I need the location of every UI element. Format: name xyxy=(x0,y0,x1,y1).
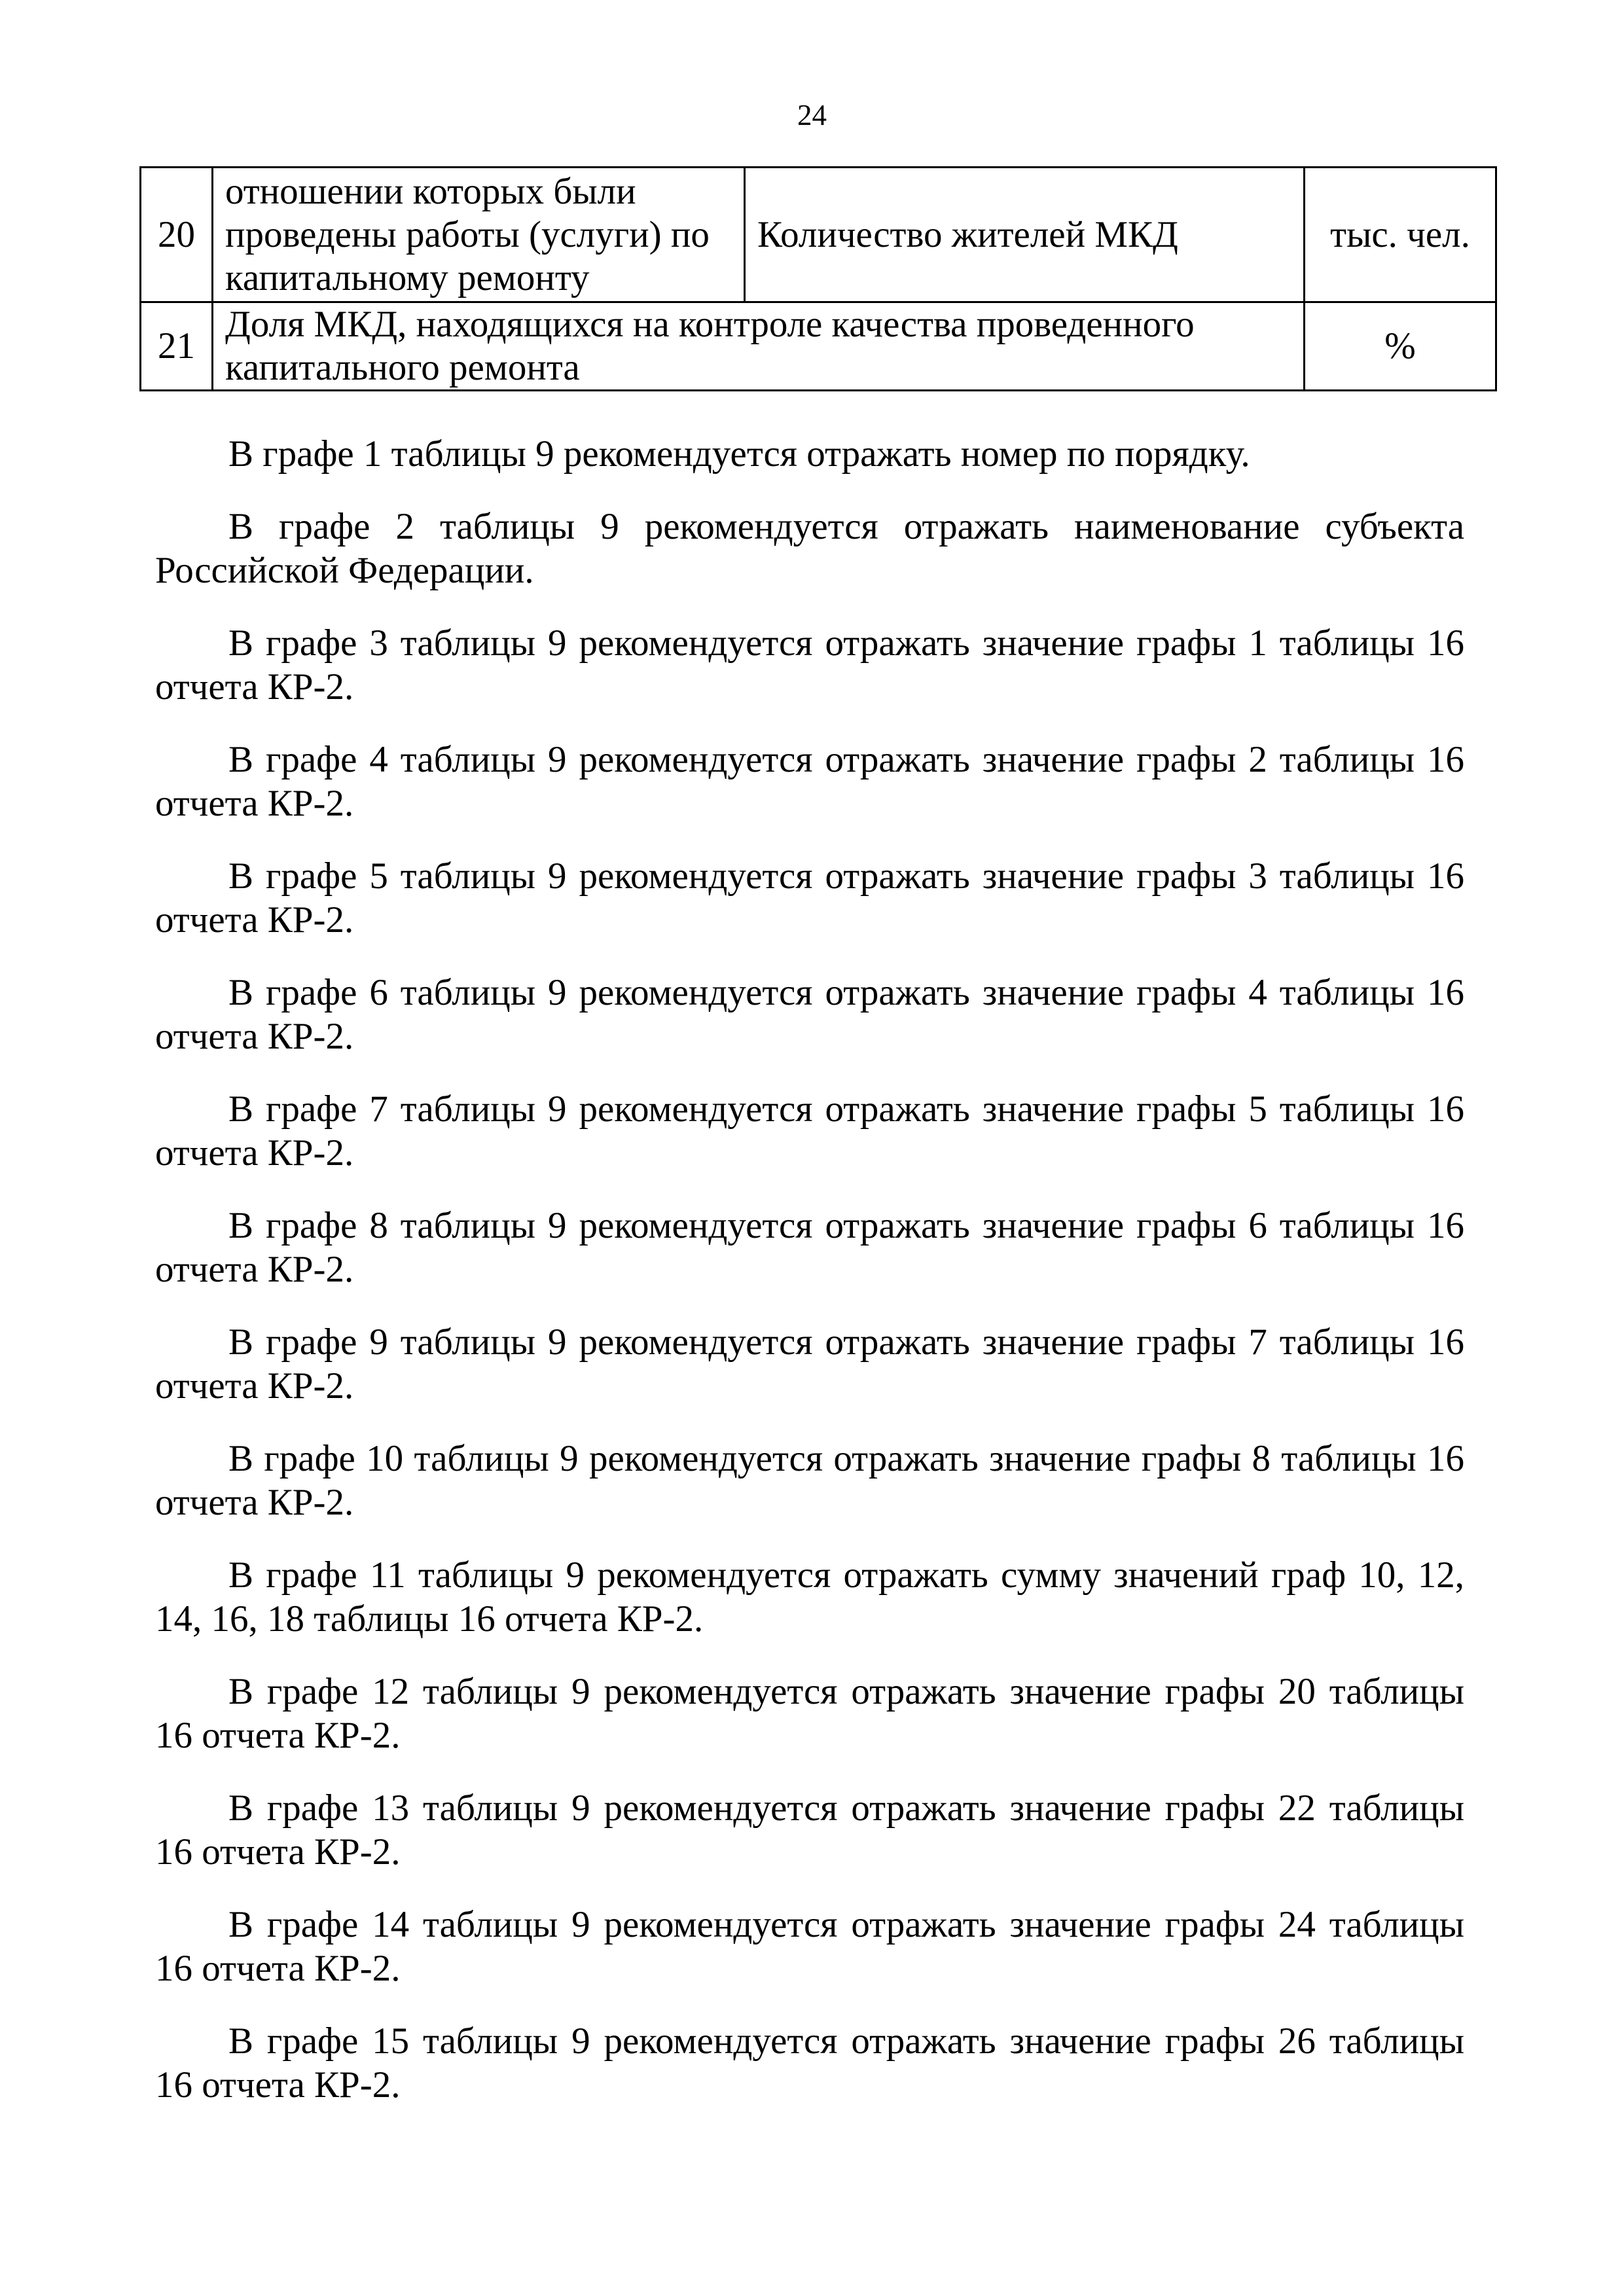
body-text xyxy=(155,432,1464,2136)
paragraph: В графе 12 таблицы 9 рекомендуется отражать значение графы 20 таблицы 16 отчета КР-2. xyxy=(155,1671,1464,1756)
table-row xyxy=(141,302,1496,391)
paragraph: В графе 13 таблицы 9 рекомендуется отражать значение графы 22 таблицы 16 отчета КР-2. xyxy=(155,1787,1464,1873)
table-row xyxy=(141,168,1496,302)
paragraph: В графе 3 таблицы 9 рекомендуется отражать значение графы 1 таблицы 16 отчета КР-2. xyxy=(155,622,1464,708)
row-number-cell: 21 xyxy=(141,302,213,391)
indicator-name-cell: отношении которых были проведены работы (услуги) по капитальному ремонту xyxy=(213,168,745,302)
paragraph: В графе 2 таблицы 9 рекомендуется отражать наименование субъекта Российской Федерации. xyxy=(155,506,1464,591)
paragraph: В графе 11 таблицы 9 рекомендуется отражать сумму значений граф 10, 12, 14, 16, 18 таблицы 16 отчета КР-2. xyxy=(155,1554,1464,1640)
indicators-table xyxy=(139,166,1497,391)
paragraph: В графе 15 таблицы 9 рекомендуется отражать значение графы 26 таблицы 16 отчета КР-2. xyxy=(155,2020,1464,2106)
paragraph: В графе 8 таблицы 9 рекомендуется отражать значение графы 6 таблицы 16 отчета КР-2. xyxy=(155,1205,1464,1290)
row-number-cell: 20 xyxy=(141,168,213,302)
indicator-cell: Количество жителей МКД xyxy=(745,168,1305,302)
paragraph: В графе 9 таблицы 9 рекомендуется отражать значение графы 7 таблицы 16 отчета КР-2. xyxy=(155,1321,1464,1407)
paragraph: В графе 14 таблицы 9 рекомендуется отражать значение графы 24 таблицы 16 отчета КР-2. xyxy=(155,1904,1464,1989)
paragraph: В графе 5 таблицы 9 рекомендуется отражать значение графы 3 таблицы 16 отчета КР-2. xyxy=(155,855,1464,941)
page-number: 24 xyxy=(797,99,827,132)
paragraph: В графе 1 таблицы 9 рекомендуется отражать номер по порядку. xyxy=(228,433,1250,475)
paragraph: В графе 7 таблицы 9 рекомендуется отражать значение графы 5 таблицы 16 отчета КР-2. xyxy=(155,1088,1464,1174)
unit-cell: % xyxy=(1305,302,1496,391)
paragraph: В графе 10 таблицы 9 рекомендуется отражать значение графы 8 таблицы 16 отчета КР-2. xyxy=(155,1438,1464,1523)
paragraph: В графе 4 таблицы 9 рекомендуется отражать значение графы 2 таблицы 16 отчета КР-2. xyxy=(155,739,1464,824)
unit-cell: тыс. чел. xyxy=(1305,168,1496,302)
paragraph: В графе 6 таблицы 9 рекомендуется отражать значение графы 4 таблицы 16 отчета КР-2. xyxy=(155,972,1464,1057)
indicator-name-cell: Доля МКД, находящихся на контроле качества проведенного капитального ремонта xyxy=(213,302,1305,391)
